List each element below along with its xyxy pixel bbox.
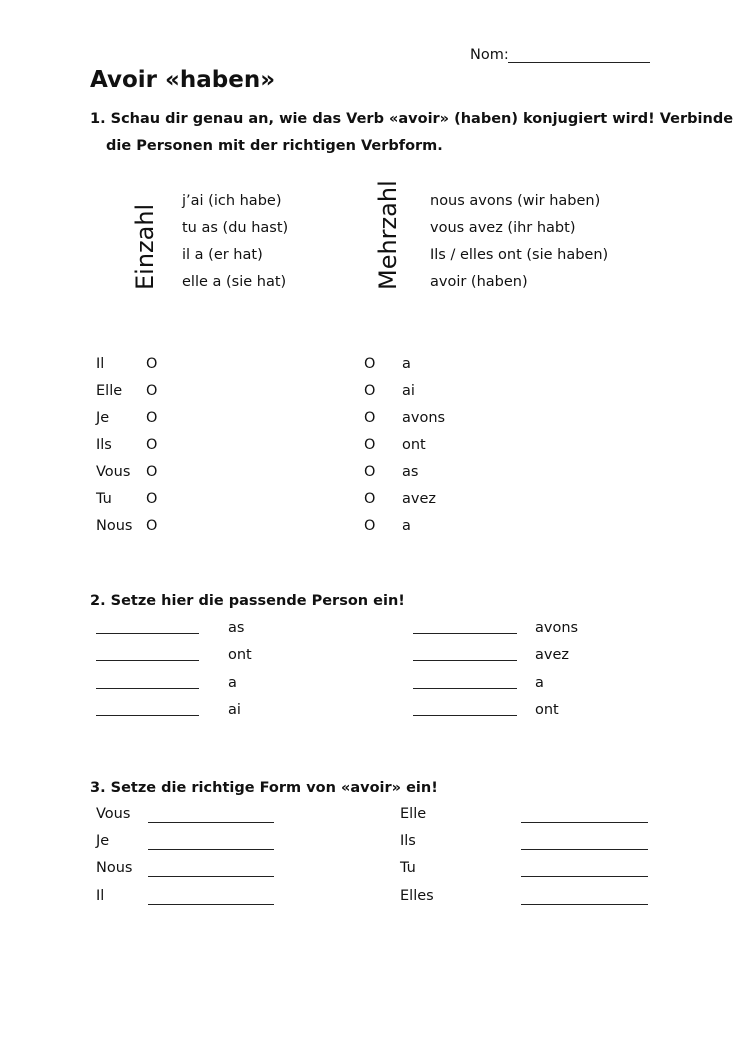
page-title: Avoir «haben» bbox=[90, 67, 276, 93]
match-right-form: ont bbox=[402, 437, 426, 453]
verb-form: avez bbox=[535, 647, 569, 663]
match-right-form: ai bbox=[402, 383, 415, 399]
exercise-3-heading: 3. Setze die richtige Form von «avoir» ein! bbox=[90, 780, 438, 796]
pronoun-label: Ils bbox=[400, 833, 416, 849]
singular-form: tu as (du hast) bbox=[182, 220, 289, 236]
verb-blank[interactable] bbox=[521, 876, 648, 877]
person-blank[interactable] bbox=[96, 688, 199, 689]
plural-label: Mehrzahl bbox=[374, 180, 402, 290]
match-right-circle[interactable]: O bbox=[364, 464, 376, 480]
verb-blank[interactable] bbox=[148, 904, 274, 905]
verb-blank[interactable] bbox=[148, 849, 274, 850]
plural-form: avoir (haben) bbox=[430, 274, 528, 290]
name-input-line[interactable] bbox=[508, 62, 650, 63]
exercise-2-heading: 2. Setze hier die passende Person ein! bbox=[90, 593, 405, 609]
match-right-form: a bbox=[402, 518, 411, 534]
verb-form: ont bbox=[228, 647, 252, 663]
match-right-circle[interactable]: O bbox=[364, 410, 376, 426]
match-left-circle[interactable]: O bbox=[146, 518, 158, 534]
exercise-1-heading-line1: 1. Schau dir genau an, wie das Verb «avoir» (haben) konjugiert wird! Verbinde bbox=[90, 111, 734, 127]
plural-form: vous avez (ihr habt) bbox=[430, 220, 576, 236]
match-left-circle[interactable]: O bbox=[146, 410, 158, 426]
match-left-circle[interactable]: O bbox=[146, 437, 158, 453]
verb-form: ont bbox=[535, 702, 559, 718]
verb-form: a bbox=[228, 675, 237, 691]
match-right-circle[interactable]: O bbox=[364, 383, 376, 399]
match-left-circle[interactable]: O bbox=[146, 491, 158, 507]
plural-form: Ils / elles ont (sie haben) bbox=[430, 247, 609, 263]
match-left-pronoun: Tu bbox=[96, 491, 112, 507]
match-right-form: avons bbox=[402, 410, 446, 426]
match-left-pronoun: Nous bbox=[96, 518, 133, 534]
verb-blank[interactable] bbox=[521, 904, 648, 905]
person-blank[interactable] bbox=[96, 715, 199, 716]
singular-label: Einzahl bbox=[131, 203, 159, 290]
verb-blank[interactable] bbox=[148, 876, 274, 877]
person-blank[interactable] bbox=[413, 660, 517, 661]
match-left-pronoun: Ils bbox=[96, 437, 112, 453]
match-left-pronoun: Vous bbox=[96, 464, 131, 480]
singular-form: elle a (sie hat) bbox=[182, 274, 287, 290]
verb-blank[interactable] bbox=[521, 822, 648, 823]
match-left-pronoun: Je bbox=[96, 410, 110, 426]
match-right-circle[interactable]: O bbox=[364, 518, 376, 534]
verb-blank[interactable] bbox=[148, 822, 274, 823]
pronoun-label: Il bbox=[96, 888, 105, 904]
person-blank[interactable] bbox=[96, 660, 199, 661]
match-left-pronoun: Il bbox=[96, 356, 105, 372]
plural-form: nous avons (wir haben) bbox=[430, 193, 601, 209]
verb-form: as bbox=[228, 620, 245, 636]
person-blank[interactable] bbox=[96, 633, 199, 634]
pronoun-label: Nous bbox=[96, 860, 133, 876]
match-left-pronoun: Elle bbox=[96, 383, 123, 399]
singular-form: il a (er hat) bbox=[182, 247, 263, 263]
name-label: Nom: bbox=[470, 47, 509, 63]
match-left-circle[interactable]: O bbox=[146, 356, 158, 372]
match-left-circle[interactable]: O bbox=[146, 464, 158, 480]
verb-blank[interactable] bbox=[521, 849, 648, 850]
person-blank[interactable] bbox=[413, 715, 517, 716]
match-right-circle[interactable]: O bbox=[364, 437, 376, 453]
verb-form: a bbox=[535, 675, 544, 691]
match-right-circle[interactable]: O bbox=[364, 356, 376, 372]
person-blank[interactable] bbox=[413, 688, 517, 689]
match-right-form: avez bbox=[402, 491, 436, 507]
pronoun-label: Elle bbox=[400, 806, 427, 822]
person-blank[interactable] bbox=[413, 633, 517, 634]
match-left-circle[interactable]: O bbox=[146, 383, 158, 399]
pronoun-label: Tu bbox=[400, 860, 416, 876]
singular-form: j’ai (ich habe) bbox=[182, 193, 282, 209]
match-right-form: as bbox=[402, 464, 419, 480]
verb-form: ai bbox=[228, 702, 241, 718]
pronoun-label: Je bbox=[96, 833, 110, 849]
exercise-1-heading-line2: die Personen mit der richtigen Verbform. bbox=[106, 138, 443, 154]
verb-form: avons bbox=[535, 620, 579, 636]
pronoun-label: Elles bbox=[400, 888, 434, 904]
match-right-form: a bbox=[402, 356, 411, 372]
pronoun-label: Vous bbox=[96, 806, 131, 822]
match-right-circle[interactable]: O bbox=[364, 491, 376, 507]
